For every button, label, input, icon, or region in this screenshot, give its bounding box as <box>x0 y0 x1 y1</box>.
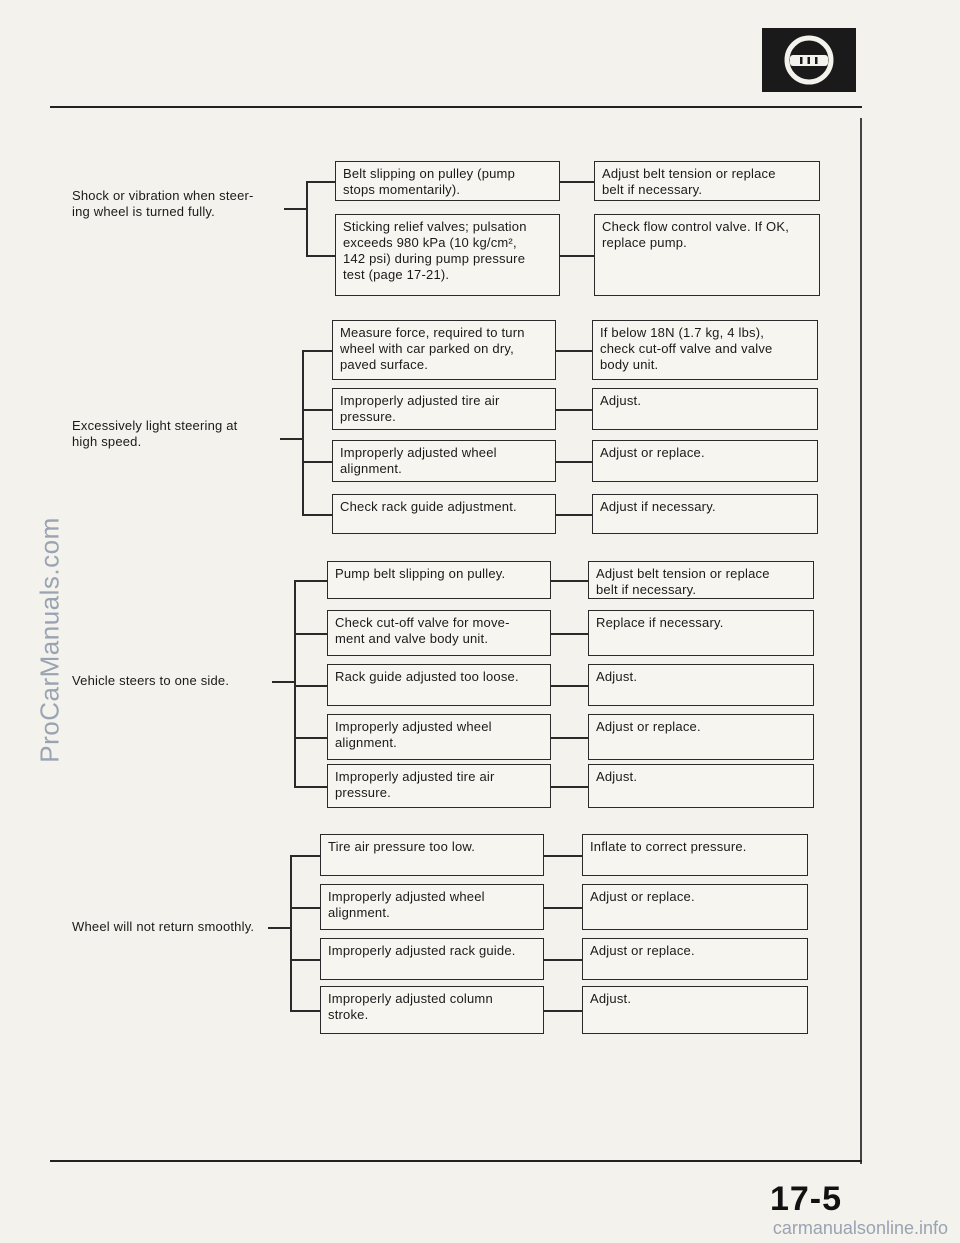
remedy-connector <box>551 786 588 788</box>
remedy-box: Adjust belt tension or replace belt if necessary. <box>594 161 820 201</box>
cause-connector <box>306 255 335 257</box>
remedy-connector <box>551 580 588 582</box>
cause-connector <box>294 633 327 635</box>
symptom-connector <box>268 927 290 929</box>
cause-connector <box>302 514 332 516</box>
cause-box: Pump belt slipping on pulley. <box>327 561 551 599</box>
remedy-connector <box>556 350 592 352</box>
remedy-box: Adjust. <box>592 388 818 430</box>
steering-wheel-icon <box>762 28 856 92</box>
symptom-text: Vehicle steers to one side. <box>72 673 230 688</box>
cause-box: Improperly adjusted rack guide. <box>320 938 544 980</box>
cause-box: Improperly adjusted wheel alignment. <box>332 440 556 482</box>
cause-connector <box>302 409 332 411</box>
remedy-box: Adjust. <box>582 986 808 1034</box>
remedy-box: Adjust. <box>588 764 814 808</box>
cause-box: Sticking relief valves; pulsation exceeds 980 kPa (10 kg/cm², 142 psi) during pump pressure test (page 17-21). <box>335 214 560 296</box>
right-border <box>860 118 862 1164</box>
remedy-connector <box>544 907 582 909</box>
cause-box: Improperly adjusted tire air pressure. <box>327 764 551 808</box>
cause-connector <box>294 685 327 687</box>
cause-box: Improperly adjusted wheel alignment. <box>327 714 551 760</box>
remedy-box: Adjust. <box>588 664 814 706</box>
remedy-box: Adjust if necessary. <box>592 494 818 534</box>
remedy-connector <box>551 685 588 687</box>
remedy-connector <box>556 461 592 463</box>
symptom-connector <box>272 681 294 683</box>
cause-connector <box>290 855 320 857</box>
top-rule <box>50 106 862 108</box>
remedy-connector <box>551 737 588 739</box>
remedy-box: Replace if necessary. <box>588 610 814 656</box>
footer-watermark: carmanualsonline.info <box>772 1218 948 1238</box>
branch-trunk <box>302 350 304 514</box>
cause-connector <box>290 959 320 961</box>
cause-box: Check cut-off valve for move- ment and valve body unit. <box>327 610 551 656</box>
bottom-rule <box>50 1160 862 1162</box>
remedy-box: If below 18N (1.7 kg, 4 lbs), check cut-off valve and valve body unit. <box>592 320 818 380</box>
remedy-connector <box>544 855 582 857</box>
remedy-box: Adjust or replace. <box>592 440 818 482</box>
symptom-text: Excessively light steering at high speed. <box>72 418 238 449</box>
cause-box: Check rack guide adjustment. <box>332 494 556 534</box>
cause-box: Improperly adjusted column stroke. <box>320 986 544 1034</box>
symptom-text: Shock or vibration when steer- ing wheel is turned fully. <box>72 188 254 219</box>
remedy-box: Adjust or replace. <box>582 938 808 980</box>
cause-box: Rack guide adjusted too loose. <box>327 664 551 706</box>
remedy-box: Adjust or replace. <box>588 714 814 760</box>
cause-connector <box>294 580 327 582</box>
cause-connector <box>306 181 335 183</box>
remedy-connector <box>556 409 592 411</box>
branch-trunk <box>294 580 296 786</box>
cause-connector <box>302 350 332 352</box>
branch-trunk <box>306 181 308 255</box>
symptom-connector <box>284 208 306 210</box>
remedy-connector <box>560 181 594 183</box>
remedy-connector <box>560 255 594 257</box>
symptom-connector <box>280 438 302 440</box>
page-number: 17-5 <box>769 1180 842 1218</box>
cause-box: Tire air pressure too low. <box>320 834 544 876</box>
symptom-text: Wheel will not return smoothly. <box>72 919 255 934</box>
remedy-box: Adjust belt tension or replace belt if necessary. <box>588 561 814 599</box>
remedy-box: Check flow control valve. If OK, replace pump. <box>594 214 820 296</box>
cause-connector <box>290 907 320 909</box>
cause-connector <box>290 1010 320 1012</box>
cause-connector <box>302 461 332 463</box>
cause-connector <box>294 737 327 739</box>
cause-connector <box>294 786 327 788</box>
remedy-connector <box>551 633 588 635</box>
remedy-connector <box>556 514 592 516</box>
remedy-connector <box>544 959 582 961</box>
cause-box: Belt slipping on pulley (pump stops momentarily). <box>335 161 560 201</box>
cause-box: Measure force, required to turn wheel with car parked on dry, paved surface. <box>332 320 556 380</box>
cause-box: Improperly adjusted wheel alignment. <box>320 884 544 930</box>
remedy-box: Inflate to correct pressure. <box>582 834 808 876</box>
remedy-box: Adjust or replace. <box>582 884 808 930</box>
cause-box: Improperly adjusted tire air pressure. <box>332 388 556 430</box>
side-watermark: ProCarManuals.com <box>34 517 65 763</box>
branch-trunk <box>290 855 292 1010</box>
remedy-connector <box>544 1010 582 1012</box>
